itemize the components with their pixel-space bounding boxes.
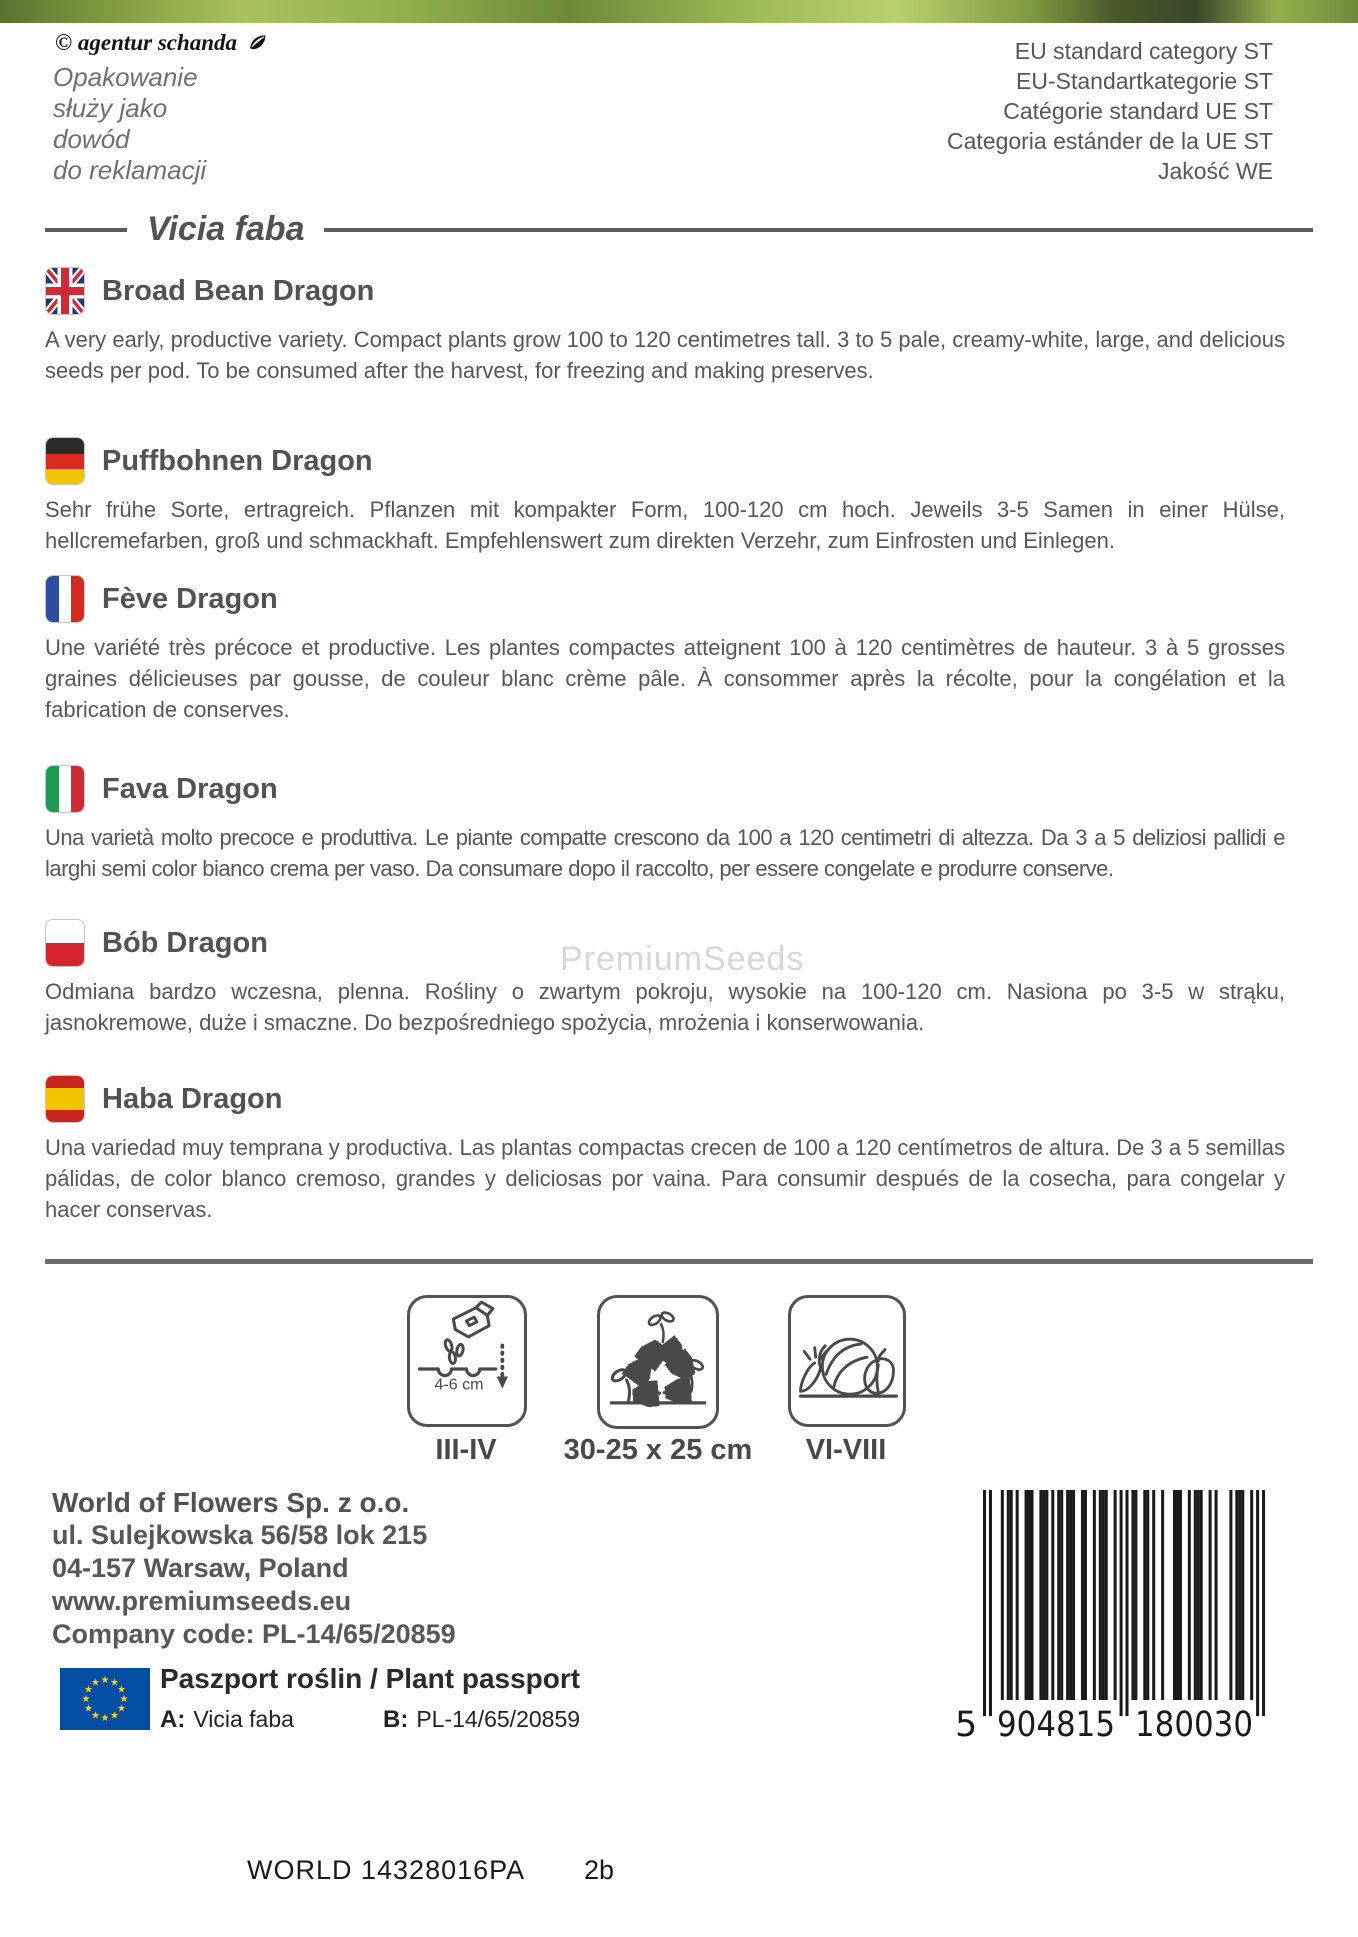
company-name: World of Flowers Sp. z o.o.	[52, 1487, 410, 1518]
description-fr: Une variété très précoce et productive. Les plantes compactes atteignent 100 à 120 centimètres de hauteur. 3 à 5 grosses graines délicieuses par gousse, de couleur blanc crème pâle. À consommer après la récolte, pour la congélation et la fabrication de conserves.	[45, 635, 1285, 722]
barcode-digits-group1: 904815	[997, 1705, 1115, 1745]
description-es: Una variedad muy temprana y productiva. Las plantas compactas crecen de 100 a 120 centímetros de altura. De 3 a 5 semillas pálidas, de color blanco cremoso, grandes y deliciosas por vaina. Para consumir después de la cosecha, para congelar y hacer conservas.	[45, 1135, 1286, 1222]
svg-text:★: ★	[91, 1677, 100, 1689]
copyright-line	[55, 30, 268, 56]
species-title: Vicia faba	[147, 210, 305, 248]
barcode-svg	[955, 1486, 1265, 1745]
note-line: dowód	[53, 124, 130, 154]
variety-title-fr: Fève Dragon	[102, 582, 278, 615]
flag-united-kingdom-icon	[45, 267, 85, 315]
passport-field-b	[383, 1706, 580, 1734]
section-header	[45, 1076, 1285, 1122]
svg-text:★: ★	[119, 1694, 129, 1705]
eu-flag-icon	[60, 1668, 150, 1730]
section-spanish	[45, 1076, 1285, 1225]
passport-field-a	[160, 1706, 294, 1734]
section-italian	[45, 766, 1285, 884]
note-line: do reklamacji	[53, 155, 207, 185]
eu-category-line: Categoria estánder de la UE ST	[946, 128, 1273, 154]
plant-passport-title: Paszport roślin / Plant passport	[160, 1663, 581, 1694]
svg-text:★: ★	[91, 1710, 100, 1722]
ean-barcode	[955, 1486, 1265, 1746]
premiumseeds-watermark: PremiumSeeds	[560, 940, 805, 978]
leaf-photo-strip	[0, 0, 1358, 23]
eu-category-line: EU-Standartkategorie ST	[1016, 68, 1273, 94]
passport-b-label: B:	[383, 1706, 409, 1733]
svg-text:★: ★	[84, 1684, 93, 1696]
passport-b-value: PL-14/65/20859	[416, 1706, 581, 1732]
section-english	[45, 268, 1285, 386]
spacing-value-label: 30-25 x 25 cm	[563, 1434, 753, 1466]
section-divider-rule	[45, 1259, 1313, 1264]
eu-category-line: Catégorie standard UE ST	[1003, 98, 1273, 124]
variety-title-it: Fava Dragon	[102, 772, 278, 805]
barcode-digit-lead: 5	[955, 1705, 978, 1745]
eu-category-block	[947, 36, 1273, 186]
flag-france-icon	[45, 575, 85, 623]
company-address-line: 04-157 Warsaw, Poland	[52, 1553, 349, 1583]
section-header	[45, 766, 1285, 812]
description-it: Una varietà molto precoce e produttiva. Le piante compatte crescono da 100 a 120 centimetri di altezza. Da 3 a 5 deliziosi pallidi e larghi semi color bianco crema per vaso. Da consumare dopo il raccolto, per essere congelate e produrre conserve.	[45, 825, 1285, 881]
page-number: 2b	[584, 1855, 615, 1885]
variety-title-de: Puffbohnen Dragon	[102, 444, 373, 477]
svg-text:★: ★	[117, 1684, 126, 1696]
sowing-depth-icon	[407, 1295, 527, 1427]
passport-a-label: A:	[160, 1706, 186, 1733]
rule-segment	[324, 228, 1313, 232]
description-pl: Odmiana bardzo wczesna, plenna. Rośliny o zwartym pokroju, wysokie na 100-120 cm. Nasiona po 3-5 w strąku, jasnokremowe, duże i smaczne. Do bezpośredniego spożycia, mrożenia i konserwowania.	[45, 979, 1285, 1035]
variety-title-pl: Bób Dragon	[102, 926, 268, 959]
section-header	[45, 268, 1285, 314]
variety-title-es: Haba Dragon	[102, 1082, 283, 1115]
sowing-depth-value: 4-6 cm	[434, 1376, 484, 1394]
passport-a-value: Vicia faba	[193, 1706, 294, 1732]
section-french	[45, 576, 1285, 725]
plant-spacing-icon	[597, 1295, 719, 1429]
section-header	[45, 576, 1285, 622]
flag-spain-icon	[45, 1075, 85, 1123]
svg-text:★: ★	[110, 1710, 119, 1722]
variety-title-en: Broad Bean Dragon	[102, 274, 375, 307]
svg-text:★: ★	[117, 1703, 126, 1715]
harvest-time-icon	[788, 1295, 906, 1427]
company-address-line: ul. Sulejkowska 56/58 lok 215	[52, 1520, 428, 1550]
svg-text:★: ★	[84, 1703, 93, 1715]
harvest-months-label: VI-VIII	[805, 1434, 887, 1466]
section-header	[45, 438, 1285, 484]
section-polish	[45, 920, 1285, 1038]
svg-text:★: ★	[110, 1677, 119, 1689]
eu-category-line: Jakość WE	[1157, 158, 1273, 184]
svg-text:★: ★	[100, 1713, 110, 1724]
flag-germany-icon	[45, 437, 85, 485]
note-line: Opakowanie	[53, 62, 198, 92]
description-en: A very early, productive variety. Compact plants grow 100 to 120 centimetres tall. 3 to 5 pale, creamy-white, large, and delicious seeds per pod. To be consumed after the harvest, for freezing and making preserves.	[45, 327, 1285, 383]
company-code: Company code: PL-14/65/20859	[52, 1619, 456, 1649]
species-title-rule	[45, 210, 1313, 249]
company-website: www.premiumseeds.eu	[52, 1586, 352, 1616]
packaging-claim-note	[53, 62, 206, 186]
section-german	[45, 438, 1285, 556]
copyright-text: © agentur schanda	[55, 30, 238, 55]
note-line: służy jako	[53, 93, 168, 123]
barcode-digits-group2: 180030	[1135, 1705, 1253, 1745]
svg-text:★: ★	[100, 1675, 110, 1686]
svg-text:★: ★	[81, 1694, 91, 1705]
rule-segment	[45, 228, 127, 232]
sowing-months-label: III-IV	[435, 1434, 497, 1466]
flag-poland-icon	[45, 919, 85, 967]
eu-category-line: EU standard category ST	[1014, 38, 1273, 64]
print-batch-code: WORLD 14328016PA	[247, 1855, 526, 1885]
leaf-icon	[246, 33, 268, 53]
company-block	[52, 1486, 456, 1651]
description-de: Sehr frühe Sorte, ertragreich. Pflanzen mit kompakter Form, 100-120 cm hoch. Jeweils 3-5 Samen in einer Hülse, hellcremefarben, groß und schmackhaft. Empfehlenswert zum direkten Verzehr, zum Einfrosten und Einlegen.	[45, 497, 1285, 553]
barcode-bars	[983, 1490, 1265, 1716]
flag-italy-icon	[45, 765, 85, 813]
